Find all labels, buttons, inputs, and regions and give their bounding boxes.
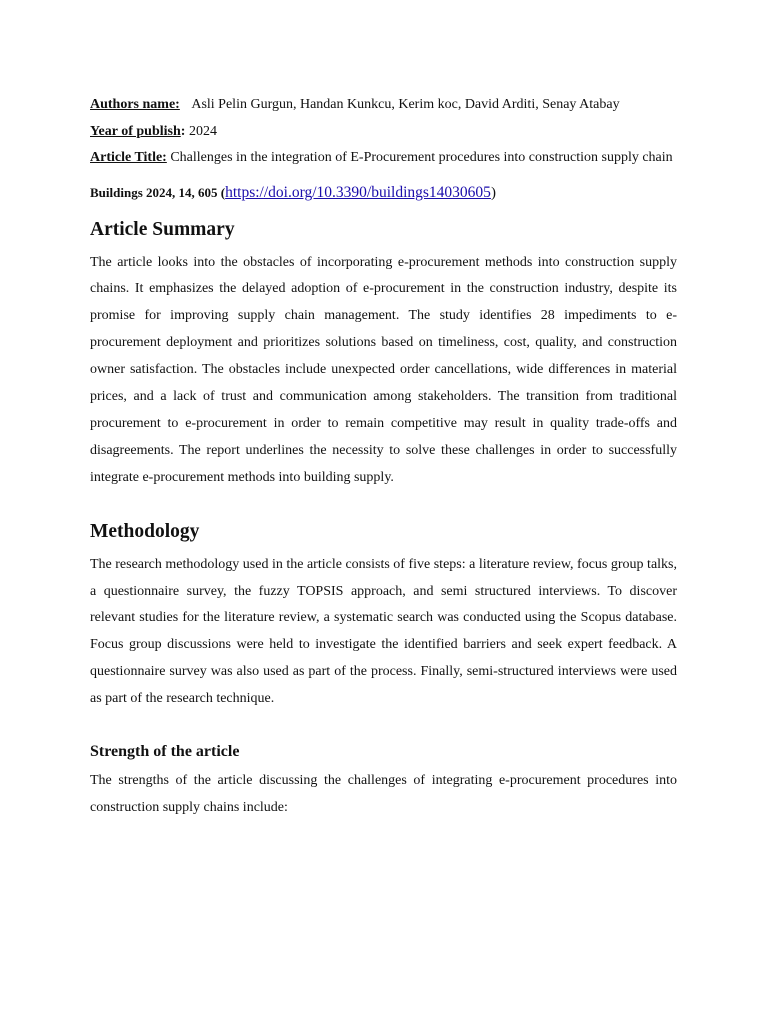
year-colon: : [180,123,186,139]
summary-heading: Article Summary [90,218,235,240]
authors-line [90,92,677,119]
year-value: 2024 [188,123,217,139]
title-value: Challenges in the integration of E-Procurement procedures into construction supply chain [170,150,673,165]
strength-paragraph: The strengths of the article discussing the challenges of integrating e-procurement procedures into construction supply chains include: [90,773,677,815]
year-label: Year of publish [90,123,181,139]
document-page [90,92,677,822]
methodology-paragraph: The research methodology used in the article consists of five steps: a literature review, focus group talks, a questionnaire survey, the fuzzy TOPSIS approach, and semi structured interviews. To discover relevant studies for the literature review, a systematic search was conducted using the Scopus database. Focus group discussions were held to investigate the identified barriers and seek expert feedback. A questionnaire survey was also used as part of the process. Finally, semi-structured interviews were used as part of the research technique. [90,556,677,707]
methodology-heading: Methodology [90,520,200,542]
title-label: Article Title: [90,150,167,165]
year-line [90,119,677,146]
citation-close-paren: ) [490,184,496,201]
authors-label: Authors name: [90,97,180,112]
doi-link[interactable]: https://doi.org/10.3390/buildings14030605 [225,183,491,201]
citation-line [90,181,677,205]
citation-open-paren: ( [220,184,226,200]
summary-paragraph: The article looks into the obstacles of incorporating e-procurement methods into construction supply chains. It emphasizes the delayed adoption of e-procurement in the construction industry, despite its promise for improving supply chain management. The study identifies 28 impediments to e-procurement deployment and prioritizes solutions based on timeliness, cost, quality, and construction owner satisfaction. The obstacles include unexpected order cancellations, wide differences in material prices, and a lack of trust and communication among stakeholders. The transition from traditional procurement to e-procurement in order to remain competitive may result in quality trade-offs and disagreements. The report underlines the necessity to solve these challenges in order to successfully integrate e-procurement methods into building supply. [90,254,677,485]
citation-prefix: Buildings 2024, 14, 605 [90,184,221,200]
title-line [90,145,677,172]
strength-heading: Strength of the article [90,743,240,761]
authors-value: Asli Pelin Gurgun, Handan Kunkcu, Kerim koc, David Arditi, Senay Atabay [191,97,620,112]
